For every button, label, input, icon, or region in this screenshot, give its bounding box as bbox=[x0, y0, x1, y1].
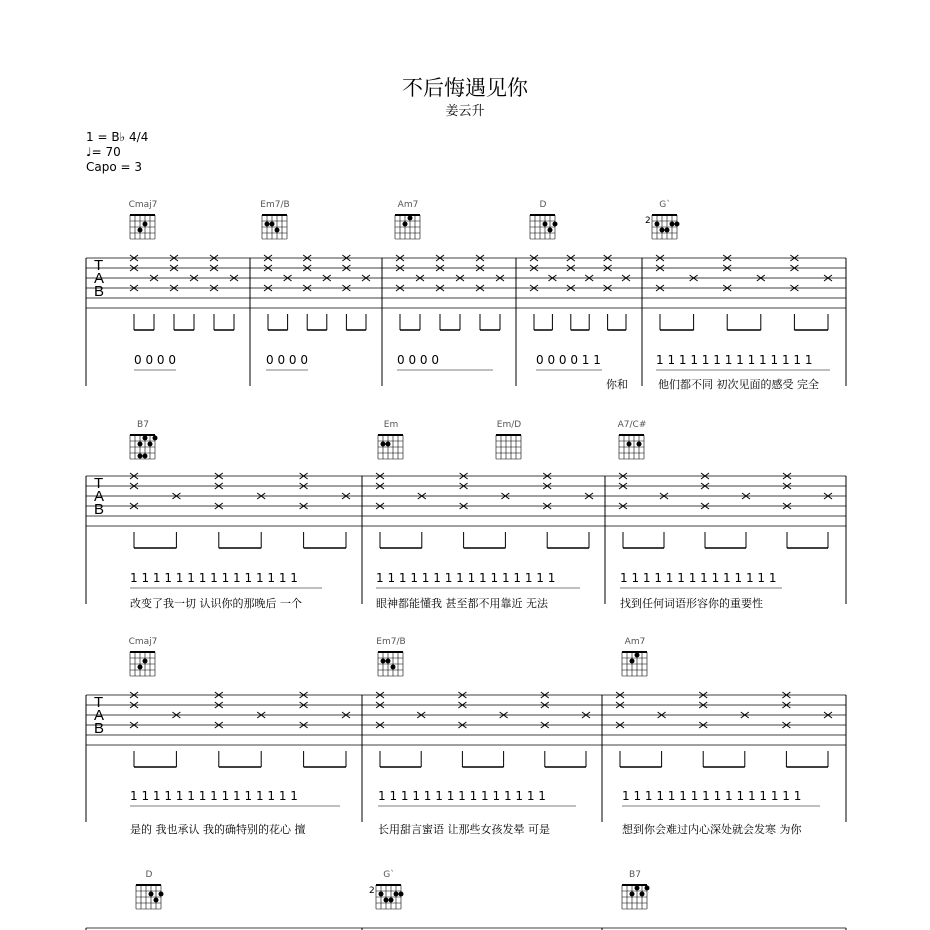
chord-name: B7 bbox=[137, 420, 149, 430]
lyric-line: 眼神都能懂我 甚至都不用靠近 无法 bbox=[376, 597, 548, 610]
chord-name: Cmaj7 bbox=[128, 637, 158, 647]
chord-finger-dot bbox=[381, 659, 386, 664]
chord-finger-dot bbox=[138, 228, 143, 233]
chord-finger-dot bbox=[640, 892, 645, 897]
chord-finger-dot bbox=[630, 659, 635, 664]
tab-clef-letter: T bbox=[94, 475, 104, 492]
chord-finger-dot bbox=[138, 454, 143, 459]
lyric-line: 长用甜言蜜语 让那些女孩发晕 可是 bbox=[378, 823, 550, 836]
chord-fret-number: 2 bbox=[645, 216, 651, 226]
chord-fret-number: 2 bbox=[369, 886, 375, 896]
chord-finger-dot bbox=[675, 222, 680, 227]
chord-finger-dot bbox=[143, 436, 148, 441]
chord-finger-dot bbox=[379, 892, 384, 897]
chord-finger-dot bbox=[159, 892, 164, 897]
chord-name: Em/D bbox=[496, 420, 522, 430]
chord-finger-dot bbox=[386, 442, 391, 447]
chord-finger-dot bbox=[138, 665, 143, 670]
chord-finger-dot bbox=[143, 454, 148, 459]
chord-finger-dot bbox=[635, 653, 640, 658]
chord-name: Em7/B bbox=[260, 200, 290, 210]
jianpu-number: 0 0 0 0 bbox=[134, 353, 176, 367]
chord-finger-dot bbox=[270, 222, 275, 227]
chord-finger-dot bbox=[143, 222, 148, 227]
chord-name: G` bbox=[383, 870, 395, 880]
chord-finger-dot bbox=[399, 892, 404, 897]
chord-finger-dot bbox=[670, 222, 675, 227]
chord-name: G` bbox=[659, 200, 671, 210]
chord-finger-dot bbox=[389, 898, 394, 903]
jianpu-number: 0 0 0 0 bbox=[397, 353, 439, 367]
chord-finger-dot bbox=[637, 442, 642, 447]
jianpu-number: 1 1 1 1 1 1 1 1 1 1 1 1 1 1 1 bbox=[130, 571, 298, 585]
lyric-line: 他们都不同 初次见面的感受 完全 bbox=[658, 378, 819, 391]
jianpu-number: 0 0 0 0 bbox=[266, 353, 308, 367]
lyric-line: 改变了我一切 认识你的那晚后 一个 bbox=[130, 597, 302, 610]
chord-name: Em bbox=[383, 420, 399, 430]
jianpu-number: 0 0 0 0 1 1 bbox=[536, 353, 601, 367]
jianpu-number: 1 1 1 1 1 1 1 1 1 1 1 1 1 1 1 1 bbox=[376, 571, 556, 585]
key-signature: 1 = B♭ 4/4 bbox=[86, 130, 149, 144]
jianpu-number: 1 1 1 1 1 1 1 1 1 1 1 1 1 1 1 1 bbox=[622, 789, 802, 803]
tab-clef-letter: T bbox=[94, 694, 104, 711]
chord-finger-dot bbox=[543, 222, 548, 227]
tab-clef-letter: B bbox=[94, 283, 105, 300]
tab-clef-letter: T bbox=[94, 257, 104, 274]
chord-finger-dot bbox=[408, 216, 413, 221]
chord-name: Cmaj7 bbox=[128, 200, 158, 210]
chord-name: D bbox=[539, 200, 547, 210]
chord-finger-dot bbox=[138, 442, 143, 447]
jianpu-number: 1 1 1 1 1 1 1 1 1 1 1 1 1 1 bbox=[620, 571, 777, 585]
tab-clef-letter: A bbox=[94, 270, 105, 287]
chord-finger-dot bbox=[386, 659, 391, 664]
lyric-line: 想到你会难过内心深处就会发寒 为你 bbox=[622, 823, 802, 836]
chord-name: D bbox=[145, 870, 153, 880]
tempo-marking: ♩= 70 bbox=[86, 145, 121, 159]
chord-finger-dot bbox=[665, 228, 670, 233]
chord-name: Am7 bbox=[397, 200, 419, 210]
chord-finger-dot bbox=[627, 442, 632, 447]
tab-clef-letter: A bbox=[94, 707, 105, 724]
chord-finger-dot bbox=[391, 665, 396, 670]
chord-finger-dot bbox=[384, 898, 389, 903]
chord-finger-dot bbox=[645, 886, 650, 891]
chord-finger-dot bbox=[660, 228, 665, 233]
chord-finger-dot bbox=[275, 228, 280, 233]
chord-name: Em7/B bbox=[376, 637, 406, 647]
lyric-line: 找到任何词语形容你的重要性 bbox=[620, 597, 763, 610]
jianpu-number: 1 1 1 1 1 1 1 1 1 1 1 1 1 1 1 bbox=[130, 789, 298, 803]
chord-finger-dot bbox=[394, 892, 399, 897]
chord-finger-dot bbox=[149, 892, 154, 897]
chord-name: Am7 bbox=[624, 637, 646, 647]
lyric-line: 是的 我也承认 我的确特别的花心 擅 bbox=[130, 823, 306, 836]
chord-finger-dot bbox=[553, 222, 558, 227]
tab-clef-letter: B bbox=[94, 720, 105, 737]
capo-marking: Capo = 3 bbox=[86, 160, 143, 174]
chord-name: B7 bbox=[629, 870, 641, 880]
chord-finger-dot bbox=[381, 442, 386, 447]
chord-finger-dot bbox=[153, 436, 158, 441]
tab-clef-letter: B bbox=[94, 501, 105, 518]
chord-finger-dot bbox=[630, 892, 635, 897]
song-title: 不后悔遇见你 bbox=[402, 76, 528, 100]
chord-finger-dot bbox=[655, 222, 660, 227]
song-artist: 姜云升 bbox=[445, 104, 485, 119]
jianpu-number: 1 1 1 1 1 1 1 1 1 1 1 1 1 1 bbox=[656, 353, 813, 367]
chord-finger-dot bbox=[635, 886, 640, 891]
chord-finger-dot bbox=[265, 222, 270, 227]
chord-finger-dot bbox=[548, 228, 553, 233]
tab-clef-letter: A bbox=[94, 488, 105, 505]
chord-finger-dot bbox=[403, 222, 408, 227]
jianpu-number: 1 1 1 1 1 1 1 1 1 1 1 1 1 1 1 bbox=[378, 789, 546, 803]
chord-finger-dot bbox=[154, 898, 159, 903]
chord-name: A7/C# bbox=[617, 420, 647, 430]
chord-finger-dot bbox=[148, 442, 153, 447]
lyric-line: 你和 bbox=[606, 378, 628, 391]
chord-finger-dot bbox=[143, 659, 148, 664]
